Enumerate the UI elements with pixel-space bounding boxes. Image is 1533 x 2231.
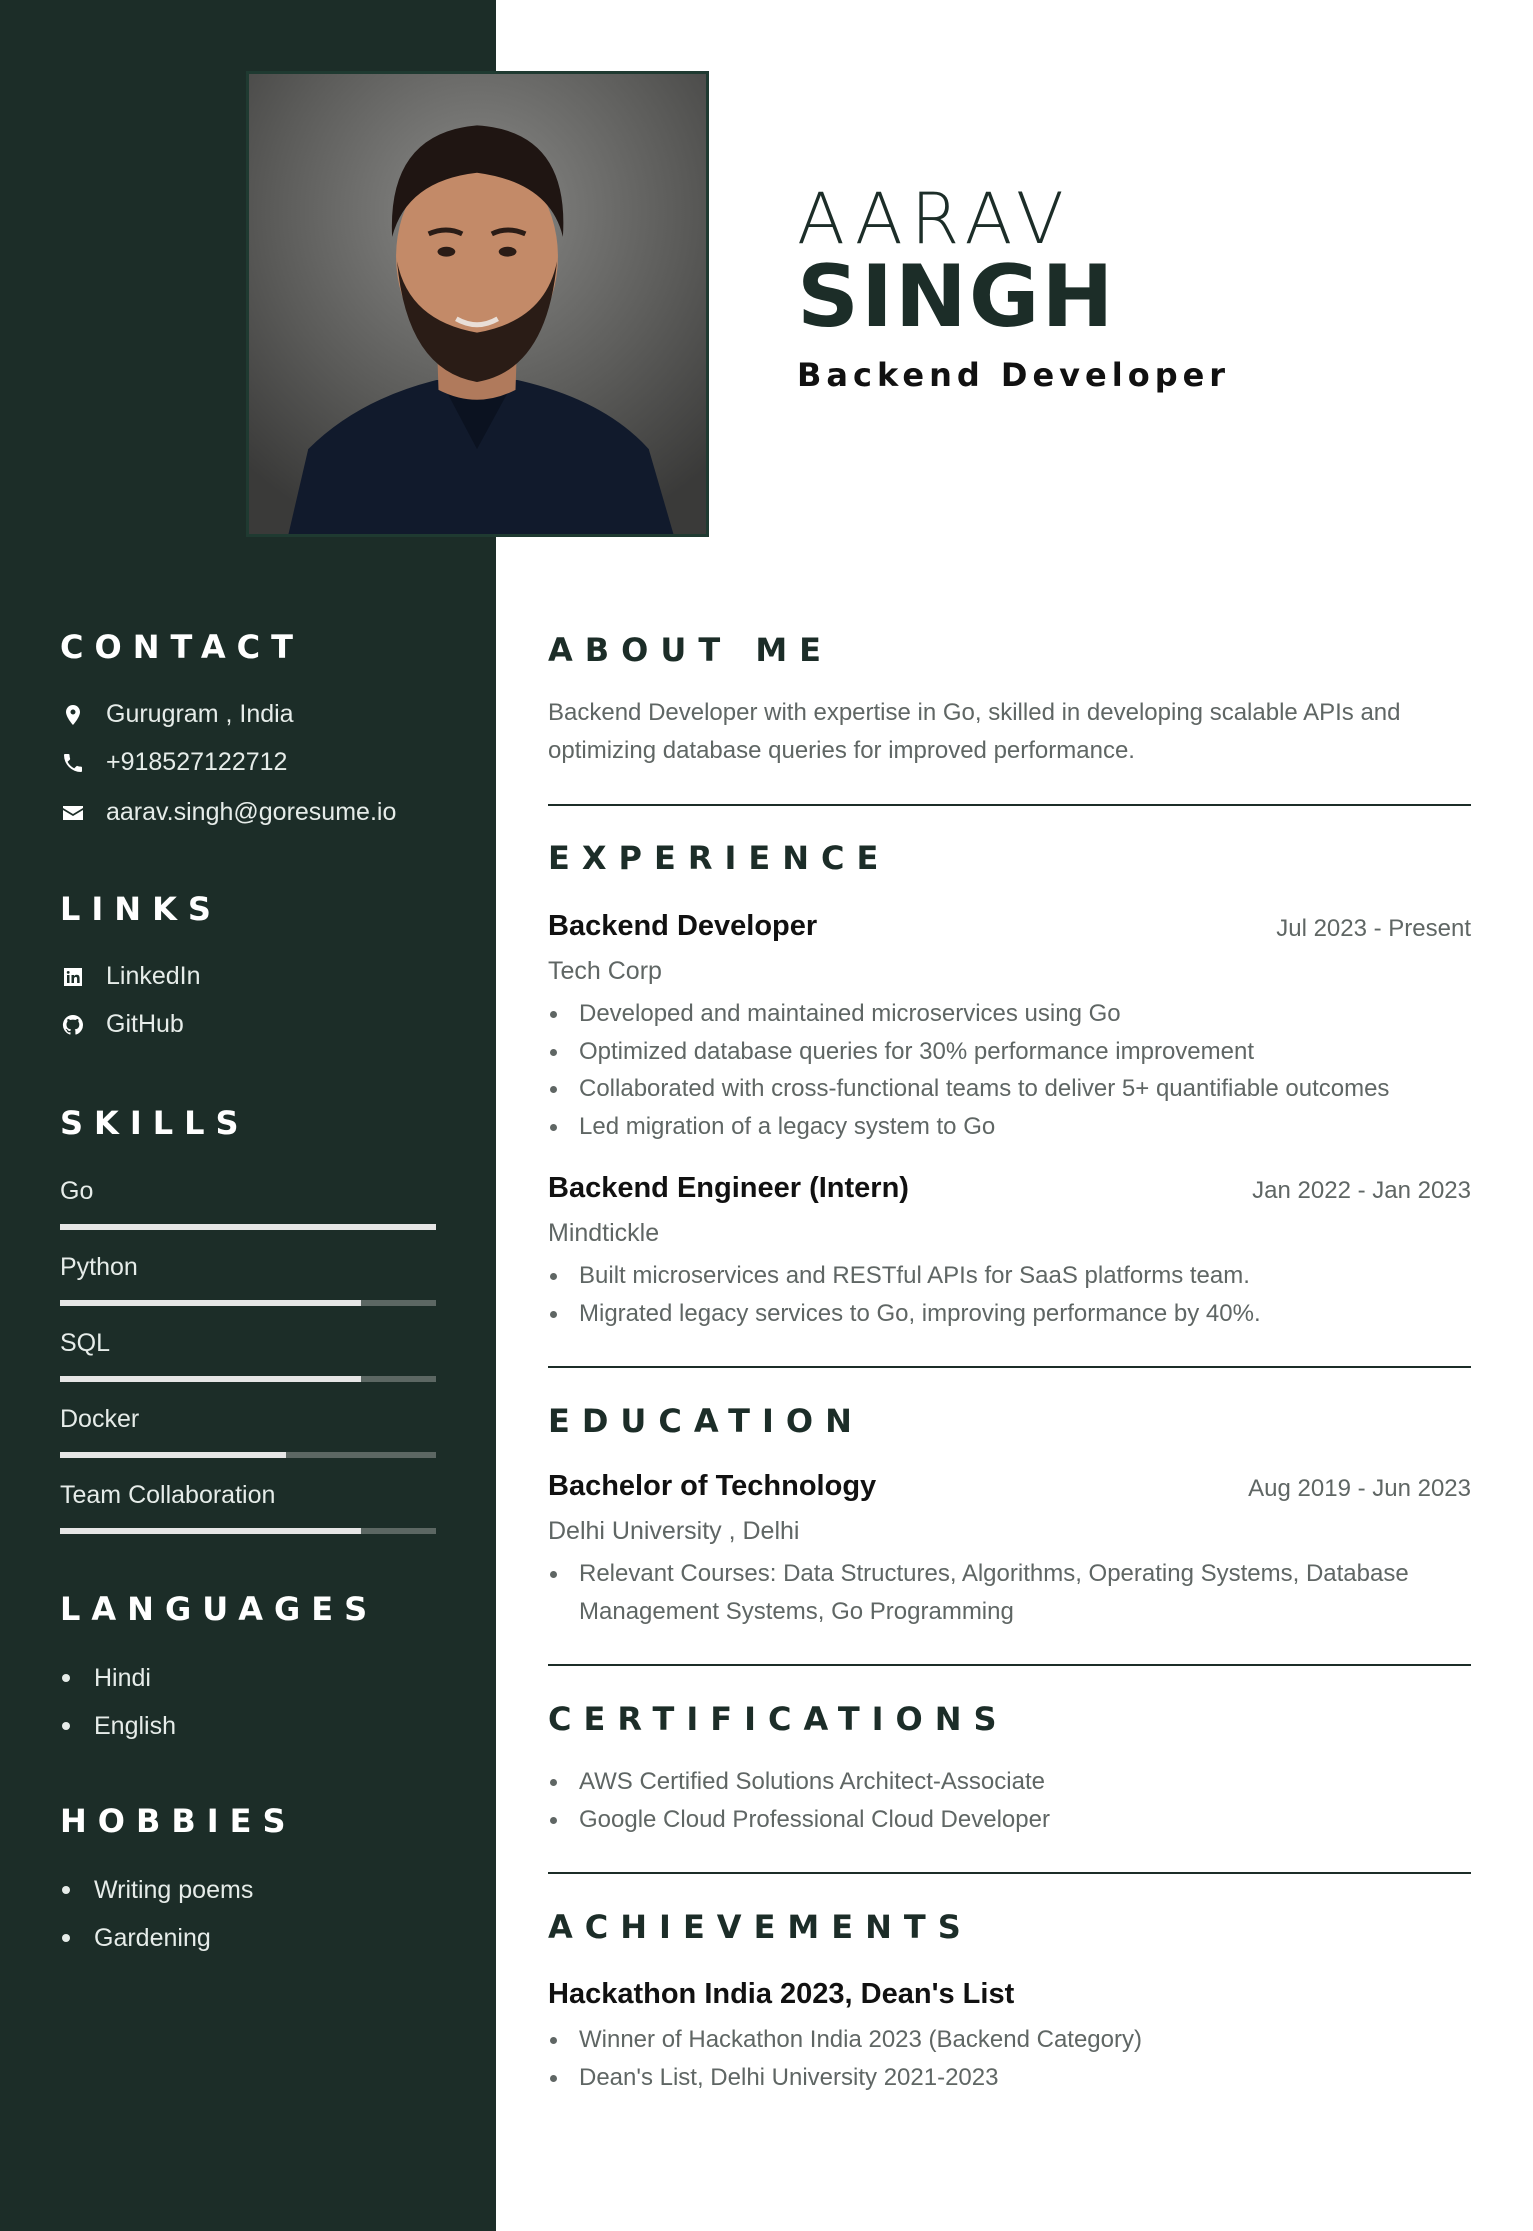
contact-location bbox=[60, 700, 294, 729]
skill-bar-track bbox=[60, 1300, 436, 1306]
envelope-icon bbox=[60, 800, 86, 826]
list-item: Dean's List, Delhi University 2021-2023 bbox=[548, 2059, 1471, 2097]
list-item: Collaborated with cross-functional teams to deliver 5+ quantifiable outcomes bbox=[548, 1070, 1471, 1108]
languages-list bbox=[60, 1654, 176, 1750]
skill-name: Team Collaboration bbox=[60, 1481, 276, 1509]
linkedin-icon bbox=[60, 964, 86, 990]
skill-bar-fill bbox=[60, 1224, 436, 1230]
link-linkedin-text: LinkedIn bbox=[106, 962, 201, 990]
phone-icon bbox=[60, 750, 86, 776]
contact-location-text: Gurugram , India bbox=[106, 700, 294, 728]
skill-bar-fill bbox=[60, 1300, 361, 1306]
achievements-heading: ACHIEVEMENTS bbox=[548, 1908, 973, 1946]
skill-bar-track bbox=[60, 1452, 436, 1458]
location-pin-icon bbox=[60, 702, 86, 728]
last-name: SINGH bbox=[797, 247, 1116, 347]
list-item: Winner of Hackathon India 2023 (Backend Category) bbox=[548, 2021, 1471, 2059]
contact-email-text: aarav.singh@goresume.io bbox=[106, 798, 397, 826]
skill-bar-fill bbox=[60, 1528, 361, 1534]
achievements-list bbox=[548, 2021, 1471, 2096]
certifications-heading: CERTIFICATIONS bbox=[548, 1700, 1009, 1738]
job-title-2: Backend Engineer (Intern) bbox=[548, 1172, 909, 1204]
divider bbox=[548, 1366, 1471, 1368]
job-title: Backend Developer bbox=[797, 356, 1231, 394]
education-bullets bbox=[548, 1555, 1428, 1630]
divider bbox=[548, 804, 1471, 806]
divider bbox=[548, 1664, 1471, 1666]
education-heading: EDUCATION bbox=[548, 1402, 864, 1440]
list-item: Google Cloud Professional Cloud Developer bbox=[548, 1801, 1471, 1839]
contact-phone[interactable] bbox=[60, 748, 287, 777]
about-heading: ABOUT ME bbox=[548, 631, 834, 669]
skill-name: Python bbox=[60, 1253, 138, 1281]
degree-date: Aug 2019 - Jun 2023 bbox=[1248, 1475, 1471, 1502]
skill-bar-fill bbox=[60, 1452, 286, 1458]
list-item: Writing poems bbox=[60, 1866, 253, 1914]
skill-name: Go bbox=[60, 1177, 94, 1205]
job-bullets-2 bbox=[548, 1257, 1471, 1332]
contact-phone-text: +918527122712 bbox=[106, 748, 288, 776]
first-name: AARAV bbox=[797, 178, 1072, 260]
list-item: Hindi bbox=[60, 1654, 176, 1702]
list-item: Relevant Courses: Data Structures, Algorithms, Operating Systems, Database Management Systems, Go Programming bbox=[548, 1555, 1428, 1630]
links-heading: LINKS bbox=[60, 890, 222, 928]
name-block bbox=[797, 180, 1230, 394]
school: Delhi University , Delhi bbox=[548, 1517, 800, 1545]
skill-bar-track bbox=[60, 1528, 436, 1534]
list-item: Built microservices and RESTful APIs for SaaS platforms team. bbox=[548, 1257, 1471, 1295]
skill-name: SQL bbox=[60, 1329, 111, 1357]
link-github-text: GitHub bbox=[106, 1010, 184, 1038]
skill-bar-track bbox=[60, 1376, 436, 1382]
link-github[interactable] bbox=[60, 1010, 184, 1039]
skill-item bbox=[60, 1405, 436, 1458]
skill-bar-track bbox=[60, 1224, 436, 1230]
list-item: English bbox=[60, 1702, 176, 1750]
list-item: Gardening bbox=[60, 1914, 253, 1962]
list-item: Migrated legacy services to Go, improving performance by 40%. bbox=[548, 1295, 1471, 1333]
job-bullets-1 bbox=[548, 995, 1471, 1145]
degree-title: Bachelor of Technology bbox=[548, 1470, 877, 1502]
skill-item bbox=[60, 1253, 436, 1306]
list-item: Developed and maintained microservices using Go bbox=[548, 995, 1471, 1033]
job-date-1: Jul 2023 - Present bbox=[1276, 915, 1471, 942]
about-text: Backend Developer with expertise in Go, skilled in developing scalable APIs and optimizing database queries for improved performance. bbox=[548, 699, 1401, 764]
languages-heading: LANGUAGES bbox=[60, 1590, 379, 1628]
company-2: Mindtickle bbox=[548, 1219, 660, 1247]
skill-name: Docker bbox=[60, 1405, 140, 1433]
list-item: AWS Certified Solutions Architect-Associate bbox=[548, 1763, 1471, 1801]
job-title-1: Backend Developer bbox=[548, 910, 818, 942]
hobbies-list bbox=[60, 1866, 253, 1962]
skill-item bbox=[60, 1481, 436, 1534]
github-icon bbox=[60, 1012, 86, 1038]
contact-heading: CONTACT bbox=[60, 628, 304, 666]
experience-heading: EXPERIENCE bbox=[548, 839, 891, 877]
link-linkedin[interactable] bbox=[60, 962, 201, 991]
skills-heading: SKILLS bbox=[60, 1104, 250, 1142]
certifications-list bbox=[548, 1763, 1471, 1838]
hobbies-heading: HOBBIES bbox=[60, 1802, 297, 1840]
job-date-2: Jan 2022 - Jan 2023 bbox=[1252, 1177, 1471, 1204]
list-item: Led migration of a legacy system to Go bbox=[548, 1108, 1471, 1146]
profile-photo bbox=[246, 71, 709, 537]
divider bbox=[548, 1872, 1471, 1874]
contact-email[interactable] bbox=[60, 798, 396, 827]
list-item: Optimized database queries for 30% performance improvement bbox=[548, 1033, 1471, 1071]
company-1: Tech Corp bbox=[548, 957, 662, 985]
skill-item bbox=[60, 1177, 436, 1230]
skill-bar-fill bbox=[60, 1376, 361, 1382]
skill-item bbox=[60, 1329, 436, 1382]
achievements-title: Hackathon India 2023, Dean's List bbox=[548, 1978, 1015, 2010]
